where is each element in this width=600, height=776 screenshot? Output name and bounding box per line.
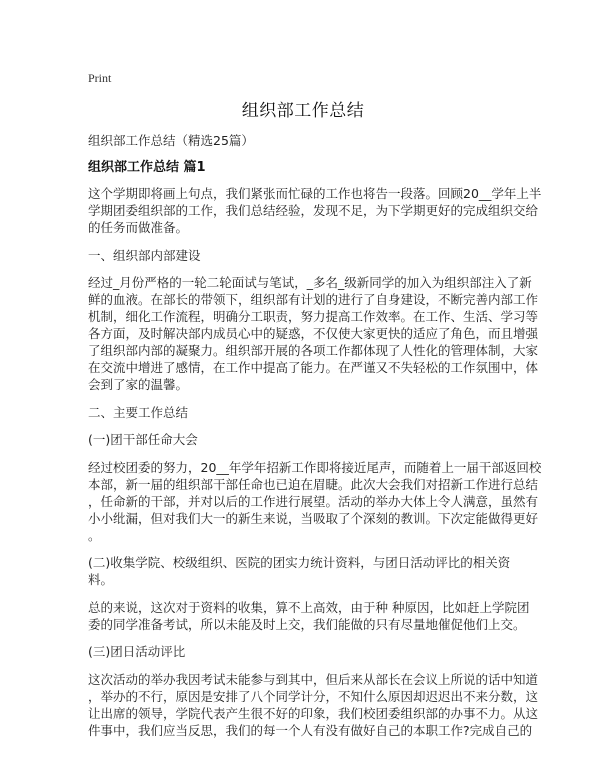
paragraph-activity-evaluation [88, 671, 539, 739]
text-line: 经过_月份严格的一轮二轮面试与笔试，_多名_级新同学的加入为组织部注入了新 [88, 275, 532, 290]
text-line: 小小纰漏，但对我们大一的新生来说，当吸取了个深刻的教训。下次定能做得更好 [88, 510, 539, 526]
document-title: 组织部工作总结 [241, 101, 365, 121]
text-line: 会到了家的温馨。 [88, 377, 189, 392]
text-line: 的任务而做准备。 [88, 220, 189, 235]
text-line: 在交流中增进了感情，在工作中提高了能力。在严谨又不失轻松的工作氛围中，体 [88, 360, 539, 375]
heading-data-collection: (二)收集学院、校级组织、医院的团实力统计资料，与团日活动评比的相关资料。 [88, 555, 511, 587]
text-line: 机制，细化工作流程，明确分工职责，努力提高工作效率。在工作、生活、学习等 [88, 309, 539, 324]
text-line: 这个学期即将画上句点，我们紧张而忙碌的工作也将告一段落。回顾20__学年上半 [88, 186, 542, 201]
print-label[interactable]: Print [88, 71, 112, 85]
paragraph-internal-building [88, 274, 539, 393]
document-subtitle: 组织部工作总结（精选25篇） [88, 133, 254, 148]
heading-activity-evaluation: (三)团日活动评比 [88, 644, 186, 659]
text-line: 鲜的血液。在部长的带领下，组织部有计划的进行了自身建设，不断完善内部工作 [88, 292, 539, 307]
text-line: 这次活动的举办我因考试未能参与到其中，但后来从部长在会议上所说的话中知道 [88, 671, 539, 687]
text-line: ，举办的不行，原因是安排了八个同学计分，不知什么原因却迟迟出不来分数，这 [88, 688, 539, 704]
text-line: 。 [88, 527, 101, 543]
text-line: 总的来说，这次对于资料的收集，算不上高效，由于种 种原因，比如赶上学院团 [88, 599, 530, 615]
text-line: 件事中，我们应当反思，我们的每一个人有没有做好自己的本职工作?完成自己的 [88, 722, 533, 738]
paragraph-intro [88, 185, 542, 236]
heading-cadre-appointment: (一)团干部任命大会 [88, 432, 198, 447]
document-page [88, 70, 542, 749]
text-line: 学期团委组织部的工作，我们总结经验，发现不足，为下学期更好的完成组织交给 [88, 203, 539, 218]
paragraph-data-collection [88, 599, 530, 633]
text-line: 委的同学准备考试，所以未能及时上交，我们能做的只有尽量地催促他们上交。 [88, 616, 526, 632]
heading-main-work: 二、主要工作总结 [88, 404, 189, 420]
text-line: 了组织部内部的凝聚力。组织部开展的各项工作都体现了人性化的管理体制，大家 [88, 343, 539, 358]
heading-internal-building: 一、组织部内部建设 [88, 247, 201, 263]
section-title: 组织部工作总结 篇1 [88, 160, 206, 175]
text-line: 本部，新一届的组织部干部任命也已迫在眉睫。此次大会我们对招新工作进行总结 [88, 476, 539, 492]
text-line: 各方面，及时解决部内成员心中的疑惑，不仅使大家更快的适应了角色，而且增强 [88, 326, 539, 341]
text-line: 经过校团委的努力，20__年学年招新工作即将接近尾声，而随着上一届干部返回校 [88, 459, 542, 475]
paragraph-cadre-appointment [88, 459, 542, 544]
text-line: ，任命新的干部，并对以后的工作进行展望。活动的举办大体上令人满意，虽然有 [88, 493, 539, 509]
text-line: 让出席的领导，学院代表产生很不好的印象，我们校团委组织部的办事不力。从这 [88, 705, 539, 721]
